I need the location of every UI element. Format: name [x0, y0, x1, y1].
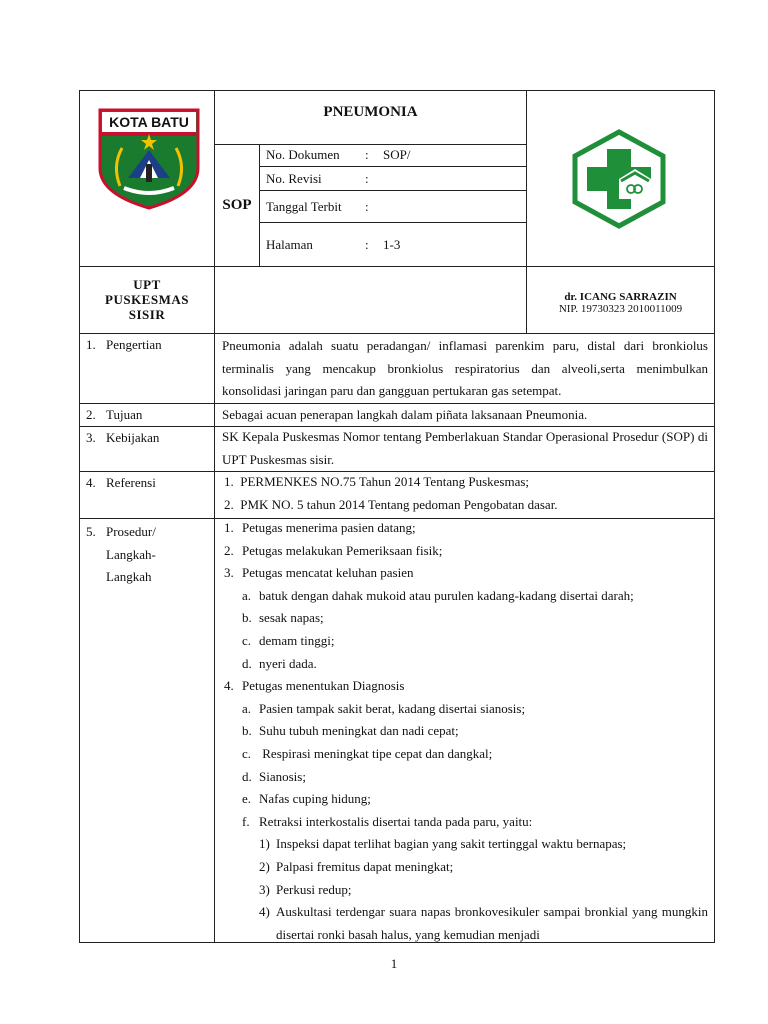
puskesmas-logo: [571, 129, 667, 229]
page-number: 1: [390, 956, 398, 971]
section-label-prosedur: 5. Prosedur/ Langkah- Langkah: [86, 524, 156, 585]
signer-name: dr. ICANG SARRAZIN: [564, 291, 677, 303]
meta-label: Halaman: [266, 237, 313, 252]
subsubstep: 3) Perkusi redup;: [259, 881, 352, 897]
substep: b. Suhu tubuh meningkat dan nadi cepat;: [242, 723, 459, 739]
referensi-item: 2. PMK NO. 5 tahun 2014 Tentang pedoman Pengobatan dasar.: [224, 497, 558, 512]
section-text-pengertian: Pneumonia adalah suatu peradangan/ inflamasi parenkim paru, distal dari bronkiolus terminalis yang mencakup bronkiolus respiratorius dan alveoli,serta menimbulkan konsolidasi jaringan paru dan gangguan pertukaran gas setempat.: [222, 338, 708, 399]
substep: a. Pasien tampak sakit berat, kadang disertai sianosis;: [242, 700, 526, 716]
meta-value: SOP/: [383, 147, 411, 162]
substep: f. Retraksi interkostalis disertai tanda pada paru, yaitu:: [242, 813, 533, 829]
meta-label: Tanggal Terbit: [266, 199, 342, 214]
step: 2. Petugas melakukan Pemeriksaan fisik;: [224, 542, 443, 558]
substep: e. Nafas cuping hidung;: [242, 791, 371, 807]
substep: c. Respirasi meningkat tipe cepat dan dangkal;: [242, 745, 493, 761]
meta-row-revisi: [266, 171, 521, 187]
substep: c. demam tinggi;: [242, 632, 335, 648]
substep: d. Sianosis;: [242, 768, 306, 784]
section-label-tujuan: 2. Tujuan: [86, 407, 143, 422]
kota-batu-logo: [96, 106, 202, 210]
step: 4. Petugas menentukan Diagnosis: [224, 678, 405, 694]
sop-label: SOP: [222, 197, 252, 213]
step: 1. Petugas menerima pasien datang;: [224, 520, 416, 535]
meta-row-tanggal: [266, 199, 521, 215]
meta-sep: :: [365, 171, 369, 186]
section-text-kebijakan: SK Kepala Puskesmas Nomor tentang Pemberlakuan Standar Operasional Prosedur (SOP) di UPT Puskesmas sisir.: [222, 429, 708, 467]
meta-value: 1-3: [383, 237, 401, 252]
meta-label: No. Dokumen: [266, 147, 340, 162]
substep: b. sesak napas;: [242, 610, 324, 626]
meta-row-dokumen: [266, 147, 521, 163]
procedure-steps: [224, 517, 710, 946]
document-title: PNEUMONIA: [323, 104, 418, 120]
substep: d. nyeri dada.: [242, 655, 317, 671]
upt-name: UPT PUSKESMAS SISIR: [105, 277, 189, 322]
meta-row-halaman: [266, 237, 521, 253]
step: 3. Petugas mencatat keluhan pasien: [224, 565, 414, 581]
substep: a. batuk dengan dahak mukoid atau purulen kadang-kadang disertai darah;: [242, 587, 634, 603]
subsubstep: 1) Inspeksi dapat terlihat bagian yang sakit tertinggal waktu bernapas;: [259, 836, 627, 852]
section-label-kebijakan: 3. Kebijakan: [86, 430, 160, 445]
meta-label: No. Revisi: [266, 171, 322, 186]
meta-sep: :: [365, 147, 369, 162]
section-text-tujuan: Sebagai acuan penerapan langkah dalam piñata laksanaan Pneumonia.: [222, 407, 588, 422]
section-label-pengertian: 1. Pengertian: [86, 337, 162, 352]
signer-nip: NIP. 19730323 2010011009: [558, 303, 683, 315]
section-label-referensi: 4. Referensi: [86, 475, 156, 490]
referensi-item: 1. PERMENKES NO.75 Tahun 2014 Tentang Puskesmas;: [224, 474, 530, 489]
kota-batu-text: KOTA BATU: [109, 114, 189, 130]
subsubstep: 4) Auskultasi terdengar suara napas bronkovesikuler sampai bronkial yang mungkin disertai ronki basah halus, yang kemudian menjadi: [259, 904, 708, 942]
meta-sep: :: [365, 237, 369, 252]
subsubstep: 2) Palpasi fremitus dapat meningkat;: [259, 858, 454, 874]
meta-sep: :: [365, 199, 369, 214]
